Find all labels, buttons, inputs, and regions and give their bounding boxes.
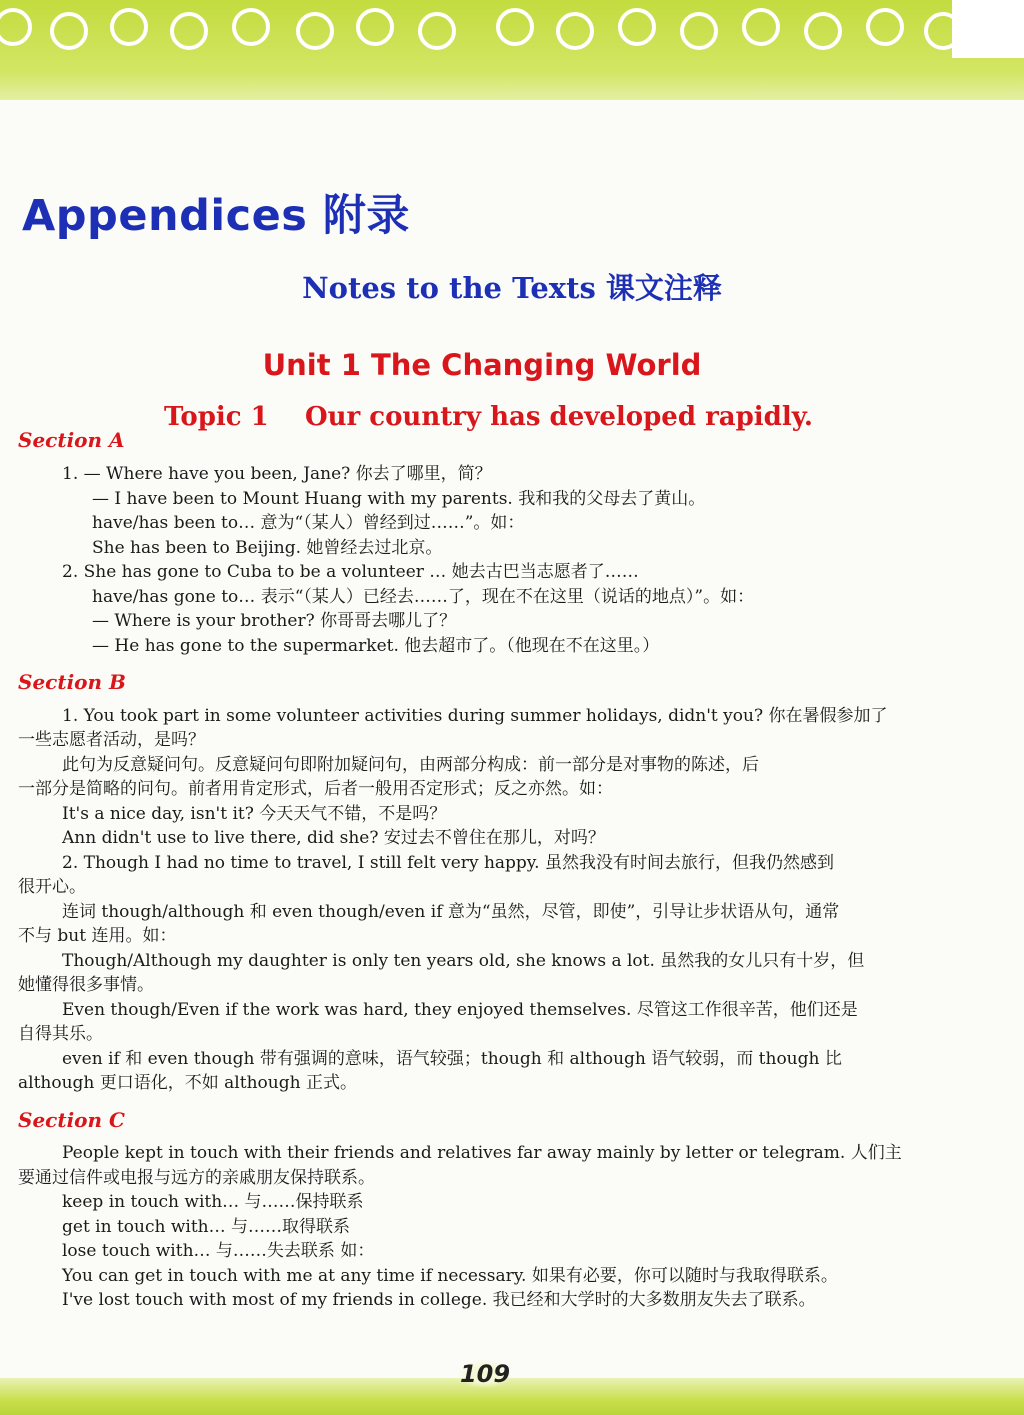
- top-decorative-band: [0, 0, 1024, 100]
- ring-icon: [170, 12, 208, 50]
- ring-icon: [866, 8, 904, 46]
- text-line: keep in touch with… 与……保持联系: [62, 1192, 364, 1212]
- unit-heading: Unit 1 The Changing World: [262, 348, 702, 382]
- page-number: 109: [459, 1360, 511, 1388]
- text-line: 2. She has gone to Cuba to be a volunteer … 她去古巴当志愿者了……: [62, 562, 639, 582]
- ring-icon: [496, 8, 534, 46]
- bottom-decorative-band: [0, 1378, 1024, 1415]
- ring-icon: [804, 12, 842, 50]
- section-c-label: Section C: [18, 1108, 125, 1132]
- text-line: You can get in touch with me at any time if necessary. 如果有必要，你可以随时与我取得联系。: [62, 1266, 838, 1286]
- text-line: 2. Though I had no time to travel, I still felt very happy. 虽然我没有时间去旅行，但我仍然感到: [62, 853, 834, 873]
- text-line: 很开心。: [18, 877, 86, 897]
- text-line: 1. — Where have you been, Jane? 你去了哪里，简？: [62, 464, 492, 484]
- ring-icon: [618, 8, 656, 46]
- text-line: 1. You took part in some volunteer activities during summer holidays, didn't you? 你在暑假参加了: [62, 706, 888, 726]
- section-b-label: Section B: [18, 670, 126, 694]
- ring-icon: [110, 8, 148, 46]
- section-a-label: Section A: [18, 428, 125, 452]
- circle-pattern: [0, 8, 952, 54]
- text-line: get in touch with… 与……取得联系: [62, 1217, 351, 1237]
- text-line: have/has been to… 意为“（某人）曾经到过……”。如：: [92, 513, 525, 533]
- ring-icon: [296, 12, 334, 50]
- text-line: 要通过信件或电报与远方的亲戚朋友保持联系。: [18, 1168, 375, 1188]
- text-line: even if 和 even though 带有强调的意味，语气较强；though 和 although 语气较弱，而 though 比: [62, 1049, 842, 1069]
- text-line: — He has gone to the supermarket. 他去超市了。（他现在不在这里。）: [92, 636, 660, 656]
- ring-icon: [418, 12, 456, 50]
- text-line: It's a nice day, isn't it? 今天天气不错，不是吗？: [62, 804, 447, 824]
- text-line: although 更口语化，不如 although 正式。: [18, 1073, 357, 1093]
- text-line: 一部分是简略的问句。前者用肯定形式，后者一般用否定形式；反之亦然。如：: [18, 779, 613, 799]
- ring-icon: [0, 8, 32, 46]
- corner-notch: [952, 0, 1024, 58]
- text-line: Though/Although my daughter is only ten years old, she knows a lot. 虽然我的女儿只有十岁，但: [62, 951, 865, 971]
- ring-icon: [356, 8, 394, 46]
- text-line: 连词 though/although 和 even though/even if 意为“虽然，尽管，即使”，引导让步状语从句，通常: [62, 902, 840, 922]
- text-line: People kept in touch with their friends and relatives far away mainly by letter or telegram. 人们主: [62, 1143, 902, 1163]
- text-line: Ann didn't use to live there, did she? 安过去不曾住在那儿，对吗？: [62, 828, 605, 848]
- page-title: Appendices 附录: [22, 191, 410, 241]
- topic-heading: Topic 1 Our country has developed rapidly.: [164, 402, 813, 432]
- text-line: 不与 but 连用。如：: [18, 926, 177, 946]
- ring-icon: [924, 12, 952, 50]
- text-line: She has been to Beijing. 她曾经去过北京。: [92, 538, 443, 558]
- ring-icon: [742, 8, 780, 46]
- ring-icon: [50, 12, 88, 50]
- text-line: lose touch with… 与……失去联系 如：: [62, 1241, 375, 1261]
- ring-icon: [556, 12, 594, 50]
- text-line: — I have been to Mount Huang with my parents. 我和我的父母去了黄山。: [92, 489, 706, 509]
- text-line: 一些志愿者活动，是吗？: [18, 730, 205, 750]
- text-line: — Where is your brother? 你哥哥去哪儿了？: [92, 611, 457, 631]
- ring-icon: [680, 12, 718, 50]
- text-line: 她懂得很多事情。: [18, 975, 154, 995]
- text-line: 此句为反意疑问句。反意疑问句即附加疑问句，由两部分构成：前一部分是对事物的陈述，后: [62, 755, 759, 775]
- text-line: I've lost touch with most of my friends in college. 我已经和大学时的大多数朋友失去了联系。: [62, 1290, 816, 1310]
- ring-icon: [232, 8, 270, 46]
- text-line: have/has gone to… 表示“（某人）已经去……了，现在不在这里（说话的地点）”。如：: [92, 587, 755, 607]
- text-line: Even though/Even if the work was hard, they enjoyed themselves. 尽管这工作很辛苦，他们还是: [62, 1000, 858, 1020]
- subtitle: Notes to the Texts 课文注释: [302, 271, 722, 305]
- text-line: 自得其乐。: [18, 1024, 103, 1044]
